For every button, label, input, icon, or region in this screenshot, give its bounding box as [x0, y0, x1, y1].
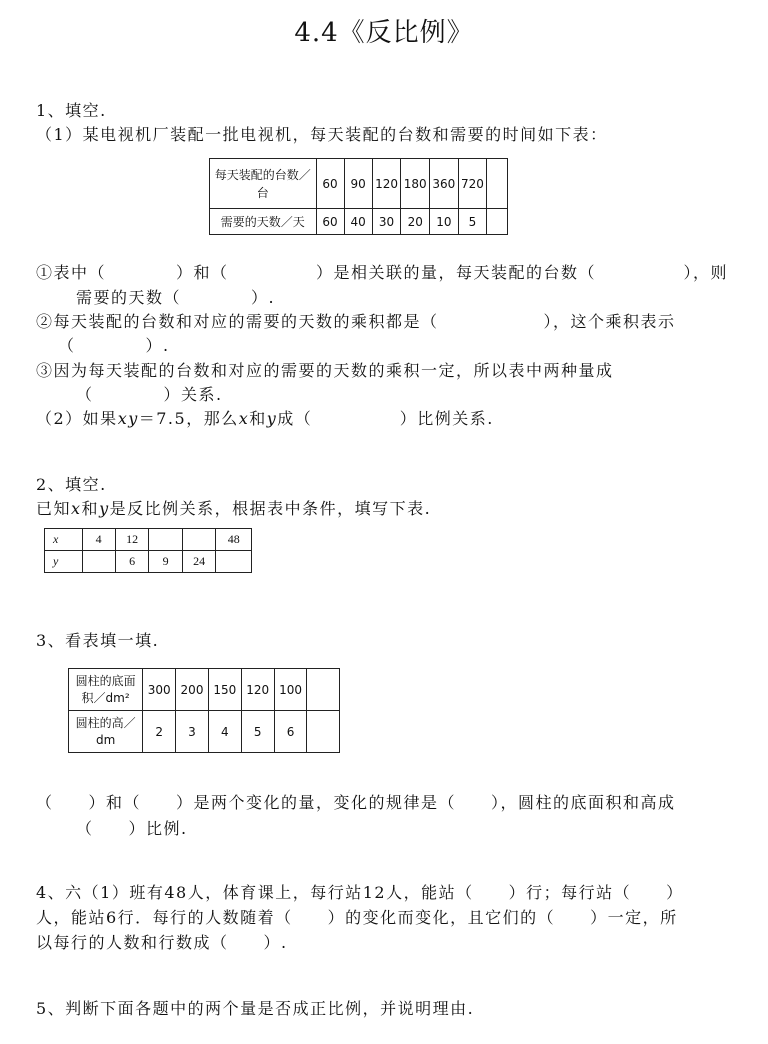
q1-item3-line-a: ③因为每天装配的台数和对应的需要的天数的乘积一定，所以表中两种量成: [36, 361, 614, 380]
q3-table-header-line: dm: [95, 732, 116, 747]
q1-table-cell: 30: [372, 209, 401, 235]
q2-intro-text: 是反比例关系，根据表中条件，填写下表.: [109, 499, 432, 518]
q1-table-header-cell: 需要的天数／天: [210, 209, 317, 235]
q3-table-header-line: 圆柱的高／: [75, 715, 136, 730]
q1-table-cell: 60: [316, 159, 344, 209]
q3-table-cell: 120: [241, 669, 274, 711]
q2-table-cell: [149, 529, 182, 551]
q3-table-header-line: 圆柱的底面: [75, 673, 136, 688]
q1-table-row: [210, 159, 508, 209]
q3-table-cell: 200: [176, 669, 209, 711]
q1-table-cell: 20: [401, 209, 430, 235]
q1-sub2-line: [36, 406, 494, 429]
q2-table-header-cell: x: [45, 529, 83, 551]
q2-table-row: [45, 529, 252, 551]
q3-table-cell: 6: [274, 711, 307, 753]
q3-heading: 3、看表填一填.: [36, 631, 160, 650]
q3-table-header-line: 积／dm²: [81, 690, 130, 705]
q3-table-cell: 5: [241, 711, 274, 753]
q3-table-cell: [307, 711, 340, 753]
q1-table-cell: 40: [344, 209, 372, 235]
q2-table-cell: [216, 551, 252, 573]
q1-table-cell: 360: [430, 159, 459, 209]
q3-table-row: [69, 669, 340, 711]
q4-line-2: 人，能站6行．每行的人数随着（ ）的变化而变化，且它们的（ ）一定，所: [36, 908, 678, 927]
q1-item3-line-b: （ ）关系.: [76, 385, 223, 404]
q1-table-cell: [487, 209, 508, 235]
q2-table-row: [45, 551, 252, 573]
q2-table-cell: 48: [216, 529, 252, 551]
q1-table-row: [210, 209, 508, 235]
q1-table-header-cell: 每天装配的台数／台: [210, 159, 317, 209]
q2-heading: 2、填空.: [36, 475, 107, 494]
q1-table-cell: 120: [372, 159, 401, 209]
q3-table-row: [69, 711, 340, 753]
q2-intro-var-y: y: [99, 499, 110, 518]
q2-table-header-cell: y: [45, 551, 83, 573]
q2-table-cell: 24: [182, 551, 216, 573]
q1-sub2-text: ＝7.5，那么: [138, 409, 239, 428]
q3-table-cell: 2: [143, 711, 176, 753]
q3-table-cell: 150: [208, 669, 241, 711]
q3-text-line-b: （ ）比例.: [76, 819, 188, 838]
q1-heading: 1、填空.: [36, 101, 107, 120]
q3-table: [68, 668, 340, 753]
q1-table-cell: [487, 159, 508, 209]
q3-text-line-a: （ ）和（ ）是两个变化的量，变化的规律是（ ），圆柱的底面积和高成: [36, 793, 676, 812]
q1-table-cell: 10: [430, 209, 459, 235]
q2-table: [44, 528, 252, 573]
q1-sub2-var-x: x: [238, 409, 250, 428]
q1-table: [209, 158, 508, 235]
q2-intro: [36, 496, 431, 519]
q1-table-cell: 60: [316, 209, 344, 235]
q2-table-cell: 4: [82, 529, 115, 551]
q1-sub2-text: （2）如果: [36, 409, 118, 428]
q1-sub2-var-y: y: [266, 409, 278, 428]
q1-sub2-text: 成（ ）比例关系.: [277, 409, 494, 428]
q1-item1-line-a: ①表中（ ）和（ ）是相关联的量，每天装配的台数（ ），则: [36, 263, 729, 282]
q1-sub2-var-xy: xy: [117, 409, 139, 428]
q2-table-cell: 6: [115, 551, 149, 573]
q2-intro-text: 和: [81, 499, 100, 518]
page-title: 4.4《反比例》: [294, 18, 474, 48]
q1-table-cell: 90: [344, 159, 372, 209]
q1-table-cell: 720: [458, 159, 487, 209]
q4-line-3: 以每行的人数和行数成（ ）.: [36, 933, 288, 952]
q4-line-1: 4、六（1）班有48人，体育课上，每行站12人，能站（ ）行；每行站（ ）: [36, 883, 684, 902]
q2-intro-text: 已知: [36, 499, 72, 518]
q3-table-cell: 100: [274, 669, 307, 711]
q1-item2-line-a: ②每天装配的台数和对应的需要的天数的乘积都是（ ），这个乘积表示: [36, 312, 676, 331]
q1-item1-line-b: 需要的天数（ ）.: [76, 288, 276, 307]
q3-table-cell: [307, 669, 340, 711]
q2-table-cell: 12: [115, 529, 149, 551]
q1-sub1-intro: （1）某电视机厂装配一批电视机，每天装配的台数和需要的时间如下表：: [36, 125, 608, 144]
q2-table-cell: 9: [149, 551, 182, 573]
q2-table-cell: [182, 529, 216, 551]
q3-table-header-cell: [69, 711, 143, 753]
q2-intro-var-x: x: [71, 499, 82, 518]
q2-table-cell: [82, 551, 115, 573]
q3-table-cell: 300: [143, 669, 176, 711]
q3-table-cell: 3: [176, 711, 209, 753]
q5-heading: 5、判断下面各题中的两个量是否成正比例，并说明理由.: [36, 999, 475, 1018]
q3-table-cell: 4: [208, 711, 241, 753]
q3-table-header-cell: [69, 669, 143, 711]
q1-sub2-text: 和: [249, 409, 267, 428]
q1-table-cell: 5: [458, 209, 487, 235]
q1-table-cell: 180: [401, 159, 430, 209]
q1-item2-line-b: （ ）.: [58, 336, 170, 355]
